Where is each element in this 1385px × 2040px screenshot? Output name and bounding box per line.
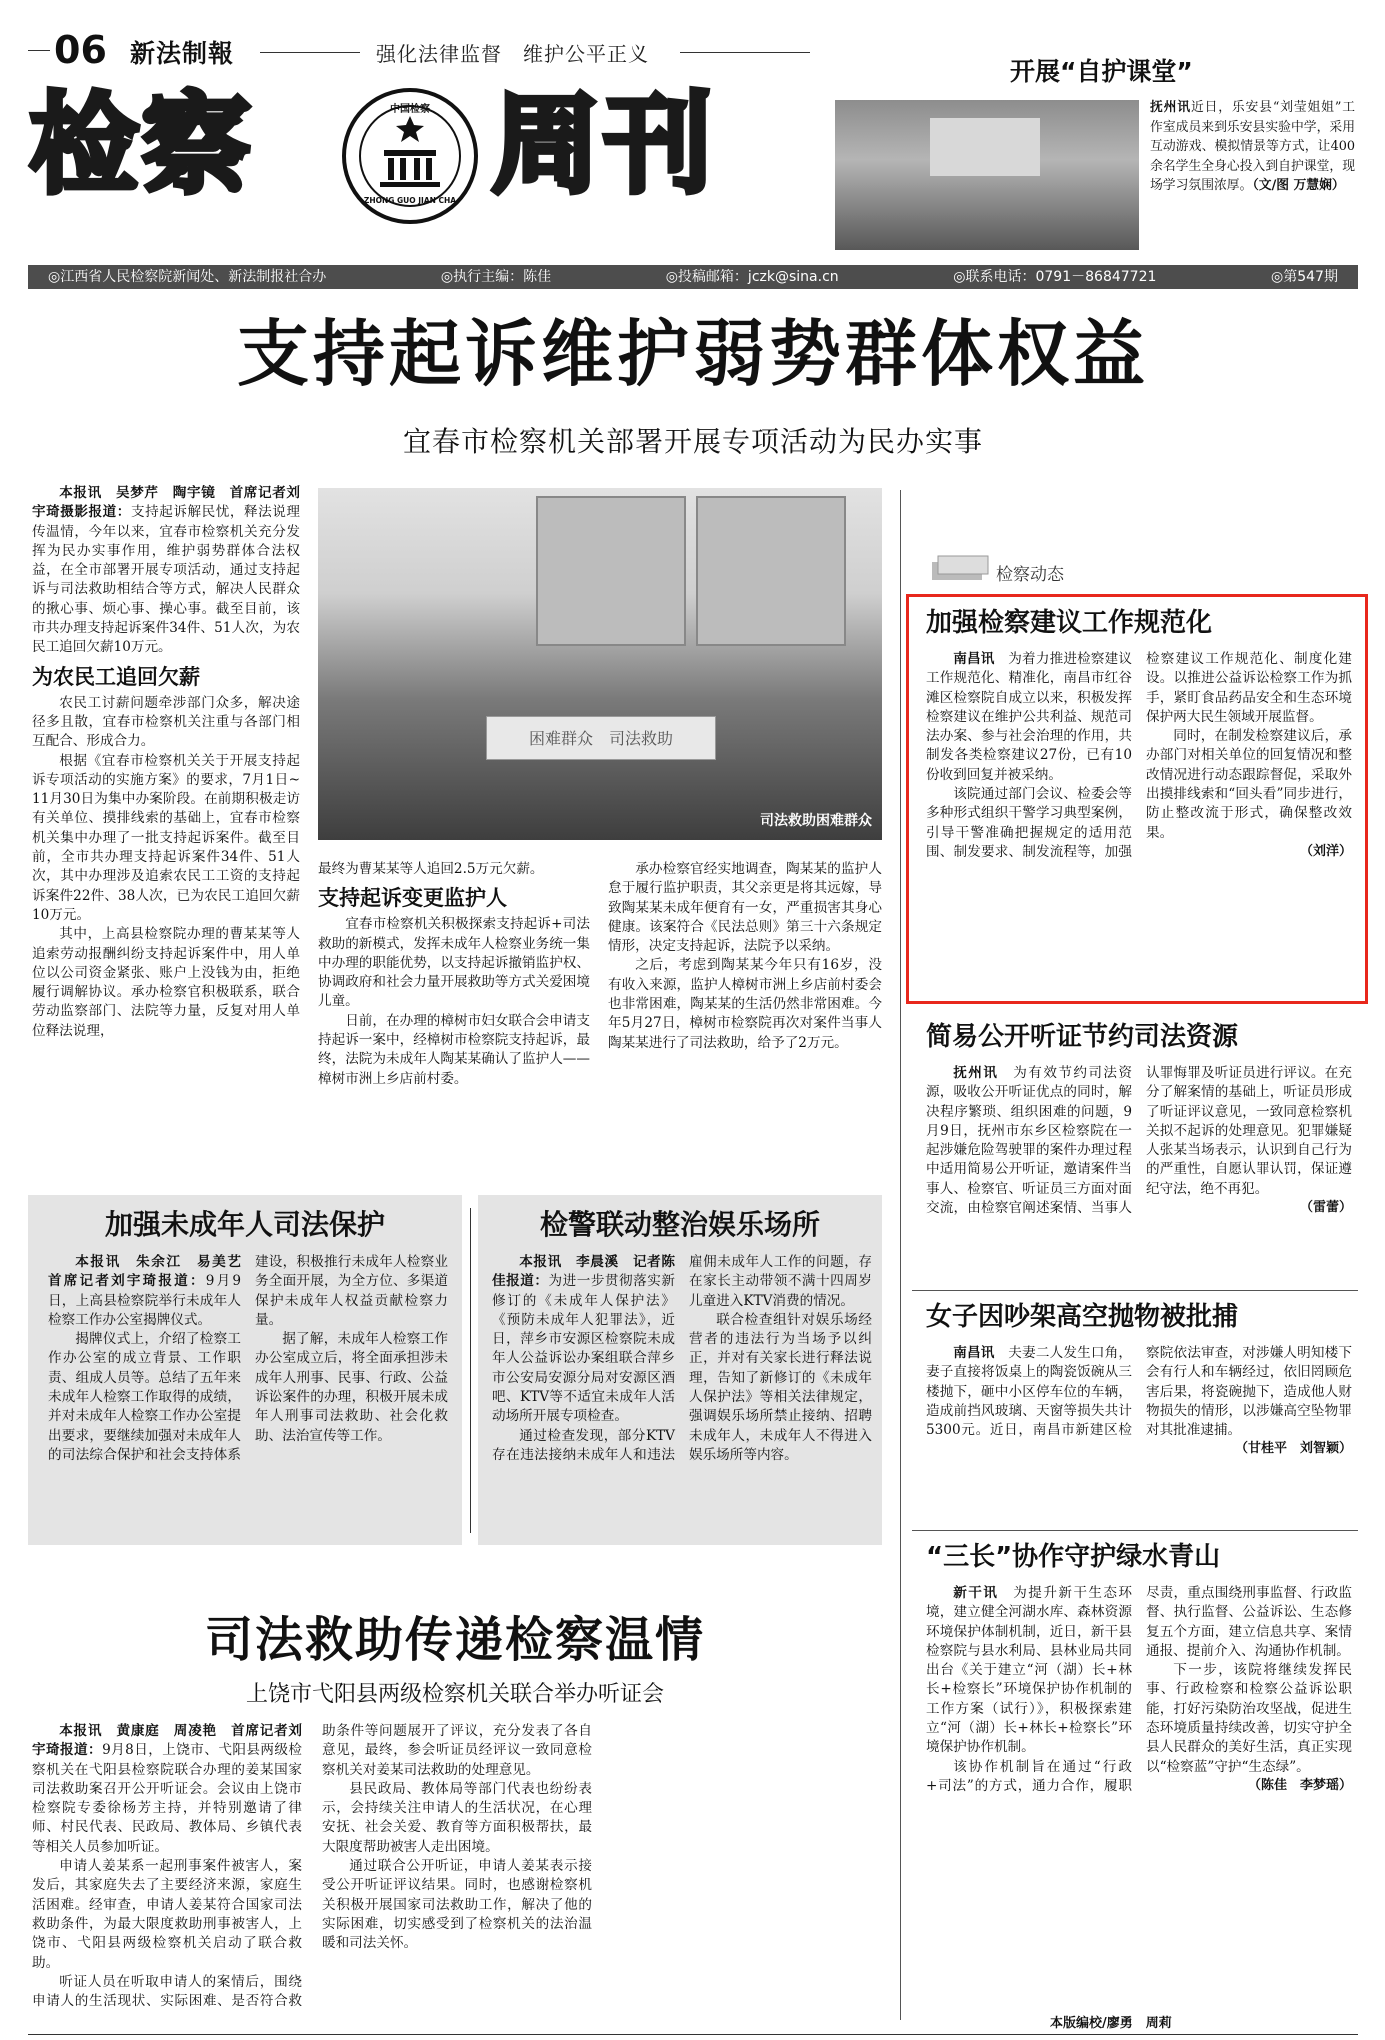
r1-byline: 南昌讯 xyxy=(953,651,995,667)
r1-title: 加强检察建议工作规范化 xyxy=(926,608,1213,638)
lead-headline: 支持起诉维护弱势群体权益 xyxy=(236,312,1149,396)
lead-p4: 其中，上高县检察院办理的曹某某等人追索劳动报酬纠纷支持起诉案件中，用人单位以公司资金紧张、账户上没钱为由，拒绝履行调解协议。承办检察官积极联系，联合劳动监察部门、法院等力量，反复对用人单位释法说理， xyxy=(32,926,300,1039)
corner-text xyxy=(1150,98,1355,196)
corner-credit: （文/图 万慧娴） xyxy=(1252,178,1345,193)
juvenile-title: 加强未成年人司法保护 xyxy=(104,1208,385,1241)
footer-editor: 本版编校/廖勇 周莉 xyxy=(1050,2016,1172,2031)
r4-p3: 下一步，该院将继续发挥民事、行政检察和检察公益诉讼职能，打好污染防治攻坚战，促进生态环境质量持续改善，切实守护全县人民群众的美好生活，真正实现以“检察蓝”守护“生态绿”。 xyxy=(1146,1662,1352,1775)
r3-credit: （甘桂平 刘智颖） xyxy=(1234,1441,1352,1457)
info-publisher: ◎江西省人民检察院新闻处、新法制报社合办 xyxy=(48,269,327,285)
r2-article xyxy=(926,1020,1352,1218)
page-header xyxy=(0,0,1385,300)
r1-p1: 为着力推进检察建议工作规范化、精准化，南昌市红谷滩区检察院自成立以来，积极发挥检察建议在维护公共利益、规范司法办案、参与社会治理的作用，共制发各类检察建议27份，已有10份收到回复并被采纳。 xyxy=(926,651,1133,783)
lead-byline: 本报讯 吴梦芹 陶宇镜 首席记者刘宇琦摄影报道： xyxy=(32,485,300,521)
corner-body: 近日，乐安县“刘莹姐姐”工作室成员来到乐安县实验中学，采用互动游戏、模拟情景等方式，让400余名学生全身心投入到自护课堂，现场学习氛围浓厚。 xyxy=(1150,100,1356,193)
masthead-right: 周刊 xyxy=(492,83,717,208)
juvenile-box xyxy=(28,1195,462,1545)
police-p1: 为进一步贯彻落实新修订的《未成年人保护法》《预防未成年人犯罪法》，近日，萍乡市安源区检察院未成年人公益诉讼办案组联合萍乡市公安局安源分局对安源区酒吧、KTV等不适宜未成年人活动场所开展专项检查。 xyxy=(492,1273,675,1425)
r4-byline: 新干讯 xyxy=(953,1585,999,1601)
lead-p9: 之后，考虑到陶某某今年只有16岁，没有收入来源，监护人樟树市洲上乡店前村委会也非常困难，陶某某的生活仍然非常困难。今年5月27日，樟树市检察院再次对案件当事人陶某某进行了司法救助，给予了2万元。 xyxy=(608,957,882,1051)
lead-heading-a: 为农民工追回欠薪 xyxy=(32,664,200,689)
juvenile-p3: 据了解，未成年人检察工作办公室成立后，将全面承担涉未成年人刑事、民事、行政、公益诉讼案件的办理，积极开展未成年人刑事司法救助、社会化救助、法治宣传等工作。 xyxy=(255,1331,448,1444)
r1-credit: （刘洋） xyxy=(1299,843,1352,859)
police-title: 检警联动整治娱乐场所 xyxy=(539,1208,820,1241)
r4-title: “三长”协作守护绿水青山 xyxy=(926,1542,1221,1572)
r2-credit: （雷蕾） xyxy=(1299,1200,1352,1216)
paper-name: 新法制報 xyxy=(130,39,235,68)
aid-body xyxy=(32,1722,882,2017)
r2-p1: 为有效节约司法资源，吸收公开听证优点的同时，解决程序繁琐、组织困难的问题，9月9日，抚州市东乡区检察院在一起涉嫌危险驾驶罪的案件办理过程中适用简易公开听证，邀请案件当事人、检察官、听证员三方面对面交流，由检察官阐述案情、当事人认罪悔罪及听证员进行评议。在充分了解案情的基础上，听证员形成了听证评议意见，一致同意检察机关拟不起诉的处理意见。犯罪嫌疑人张某当场表示，认识到自己行为的严重性，自愿认罪认罚，保证遵纪守法，绝不再犯。 xyxy=(926,1065,1352,1217)
info-phone: ◎联系电话：0791－86847721 xyxy=(953,269,1157,285)
lead-p5: 最终为曹某某等人追回2.5万元欠薪。 xyxy=(318,861,544,877)
r4-p2: 该协作机制旨在通过“行政+司法”的方式，通力合作，履职尽责，重点围绕刑事监督、行政监督、执行监督、公益诉讼、生态修复五个方面，建立信息共享、案情通报、提前介入、沟通协作机制。 xyxy=(926,1585,1352,1794)
r4-article xyxy=(926,1540,1352,1796)
aid-p1: 9月8日，上饶市、弋阳县两级检察机关在弋阳县检察院联合办理的姜某国家司法救助案召开公开听证会。会议由上饶市检察院专委徐杨芳主持，并特别邀请了律师、村民代表、民政局、教体局、乡镇代表等相关人员参加听证。 xyxy=(32,1742,302,1855)
lead-p1: 支持起诉解民忧，释法说理传温情，今年以来，宜春市检察机关充分发挥为民办实事作用，维护弱势群体合法权益，在全市部署开展专项活动，通过支持起诉与司法救助相结合等方式，解决人民群众的揪心事、烦心事、操心事。截至目前，该市共办理支持起诉案件34件、51人次，为农民工追回欠薪10万元。 xyxy=(32,504,301,656)
dynamics-label: 检察动态 xyxy=(996,565,1064,585)
page-number: 06 xyxy=(54,28,107,72)
r3-article xyxy=(926,1300,1352,1458)
slogan: 强化法律监督 维护公平正义 xyxy=(376,42,649,66)
lead-p7: 日前，在办理的樟树市妇女联合会申请支持起诉一案中，经樟树市检察院支持起诉，最终，法院为未成年人陶某某确认了监护人——樟树市洲上乡店前村委。 xyxy=(318,1012,590,1087)
juvenile-p2: 揭牌仪式上，介绍了检察工作办公室的成立背景、工作职责、组成人员等。总结了五年来未成年人检察工作取得的成绩，并对未成年人检察工作办公室提出要求，要继续加强对未成年人的司法综合保护和社会支持体系建设，积极推行未成年人检察业务全面开展，为全方位、多渠道保护未成年人权益贡献检察力量。 xyxy=(48,1254,448,1463)
r3-byline: 南昌讯 xyxy=(953,1345,995,1361)
info-issue: ◎第547期 xyxy=(1271,269,1338,285)
lead-p2: 农民工讨薪问题牵涉部门众多，解决途径多且散，宜春市检察机关注重与各部门相互配合、形成合力。 xyxy=(32,694,300,750)
corner-photo xyxy=(835,100,1139,250)
r4-p1: 为提升新干生态环境，建立健全河湖水库、森林资源环境保护体制机制，近日，新干县检察院与县水利局、县林业局共同出台《关于建立“河（湖）长+林长+检察长”环境保护协作机制的工作方案（试行）》，积极探索建立“河（湖）长+林长+检察长”环境保护协作机制。 xyxy=(926,1585,1133,1756)
r1-article xyxy=(926,606,1352,862)
lead-p3: 根据《宜春市检察机关关于开展支持起诉专项活动的实施方案》的要求，7月1日~11月30日为集中办案阶段。在前期积极走访有关单位、摸排线索的基础上，宜春市检察机关集中办理了一批支持起诉案件。截至目前，全市共办理支持起诉案件34件、51人次，其中办理涉及追索农民工工资的支持起诉案件22件、38人次，已为农民工追回欠薪10万元。 xyxy=(32,752,300,923)
aid-p5: 通过联合公开听证，申请人姜某表示接受公开听证评议结果。同时，也感谢检察机关积极开展国家司法救助工作，解决了他的实际困难，切实感受到了检察机关的法治温暖和司法关怀。 xyxy=(322,1858,592,1952)
police-box xyxy=(478,1195,882,1545)
lead-p8: 承办检察官经实地调查，陶某某的监护人怠于履行监护职责，其父亲更是将其远嫁，导致陶某某未成年便育有一女，严重损害其身心健康。该案符合《民法总则》第三十六条规定情形，决定支持起诉，法院予以采纳。 xyxy=(608,861,882,955)
aid-p4: 县民政局、教体局等部门代表也纷纷表示，会持续关注申请人的生活状况，在心理安抚、社会关爱、教育等方面积极帮扶，最大限度帮助被害人走出困境。 xyxy=(322,1780,592,1855)
papers-icon xyxy=(930,552,990,582)
corner-byline: 抚州讯 xyxy=(1150,100,1191,115)
emblem-top-text: 中国检察 xyxy=(390,104,430,115)
masthead-left: 检察 xyxy=(30,83,255,208)
lead-col-1 xyxy=(32,484,300,1041)
lead-subtitle: 宜春市检察机关部署开展专项活动为民办实事 xyxy=(402,425,983,458)
aid-subtitle: 上饶市弋阳县两级检察机关联合举办听证会 xyxy=(245,1682,664,1707)
lead-photo-caption: 司法救助困难群众 xyxy=(760,813,872,829)
aid-byline: 本报讯 黄康庭 周凌艳 首席记者刘宇琦报道： xyxy=(32,1723,302,1759)
lead-photo xyxy=(318,488,882,840)
aid-headline: 司法救助传递检察温情 xyxy=(204,1612,705,1668)
r3-title: 女子因吵架高空抛物被批捕 xyxy=(926,1302,1239,1332)
r4-credit: （陈佳 李梦瑶） xyxy=(1247,1777,1352,1793)
aid-p3: 听证人员在听取申请人的案情后，围绕申请人的生活现状、实际困难、是否符合救助条件等问题展开了评议，充分发表了各自意见，最终，参会听证员经评议一致同意检察机关对姜某司法救助的处理意见。 xyxy=(32,1723,592,2010)
juvenile-byline: 本报讯 朱余江 易美艺 首席记者刘宇琦报道： xyxy=(48,1254,255,1290)
juvenile-p1: 9月9日，上高县检察院举行未成年人检察工作办公室揭牌仪式。 xyxy=(48,1273,241,1328)
police-p2: 通过检查发现，部分KTV存在违法接纳未成年人和违法雇佣未成年人工作的问题，存在家长主动带领不满十四周岁儿童进入KTV消费的情况。 xyxy=(492,1254,872,1463)
info-email: ◎投稿邮箱：jczk@sina.cn xyxy=(665,269,839,285)
info-bar xyxy=(28,265,1358,289)
photo-banner: 困难群众 司法救助 xyxy=(486,716,716,760)
corner-title: 开展“自护课堂” xyxy=(1010,57,1193,86)
info-editor: ◎执行主编：陈佳 xyxy=(440,269,552,285)
r2-title: 简易公开听证节约司法资源 xyxy=(926,1022,1239,1052)
r3-p1: 夫妻二人发生口角，妻子直接将饭桌上的陶瓷饭碗从三楼抛下，砸中小区停车位的车辆，造成前挡风玻璃、天窗等损失共计5300元。近日，南昌市新建区检察院依法审查，对涉嫌人明知楼下会有行人和车辆经过，依旧罔顾危害后果，将瓷碗抛下，造成他人财物损失的情形，以涉嫌高空坠物罪对其批准逮捕。 xyxy=(926,1345,1352,1439)
r1-p3: 同时，在制发检察建议后，承办部门对相关单位的回复情况和整改情况进行动态跟踪督促，采取外出摸排线索和“回头看”同步进行，防止整改流于形式，确保整改效果。 xyxy=(1146,728,1352,841)
emblem-bottom-text: ZHONG GUO JIAN CHA xyxy=(363,196,457,205)
lead-col-3 xyxy=(608,860,882,1053)
lead-heading-b: 支持起诉变更监护人 xyxy=(318,886,507,911)
police-byline: 本报讯 李晨溪 记者陈佳报道： xyxy=(492,1254,675,1290)
r1-p2: 该院通过部门会议、检委会等多种形式组织干警学习典型案例，引导干警准确把握规定的适用范围、制发要求、制发流程等，加强检察建议工作规范化、制度化建设。以推进公益诉讼检察工作为抓手，紧盯食品药品安全和生态环境保护两大民生领域开展监督。 xyxy=(926,651,1352,860)
lead-col-2 xyxy=(318,860,590,1089)
procuratorate-emblem-icon xyxy=(340,86,480,226)
r2-byline: 抚州讯 xyxy=(953,1065,999,1081)
police-p3: 联合检查组针对娱乐场经营者的违法行为当场予以纠正，并对有关家长进行释法说理，告知了新修订的《未成年人保护法》等相关法律规定，强调娱乐场所禁止接纳、招聘未成年人，未成年人不得进入娱乐场所等内容。 xyxy=(689,1311,872,1463)
aid-p2: 申请人姜某系一起刑事案件被害人，案发后，其家庭失去了主要经济来源，家庭生活困难。经审查，申请人姜某符合国家司法救助条件，为最大限度救助刑事被害人，上饶市、弋阳县两级检察机关启动了联合救助。 xyxy=(32,1858,302,1971)
lead-p6: 宜春市检察机关积极探索支持起诉+司法救助的新模式，发挥未成年人检察业务统一集中办理的职能优势，以支持起诉撤销监护权、协调政府和社会力量开展救助等方式关爱困境儿童。 xyxy=(318,916,590,1010)
dynamics-label-block xyxy=(930,552,1130,586)
